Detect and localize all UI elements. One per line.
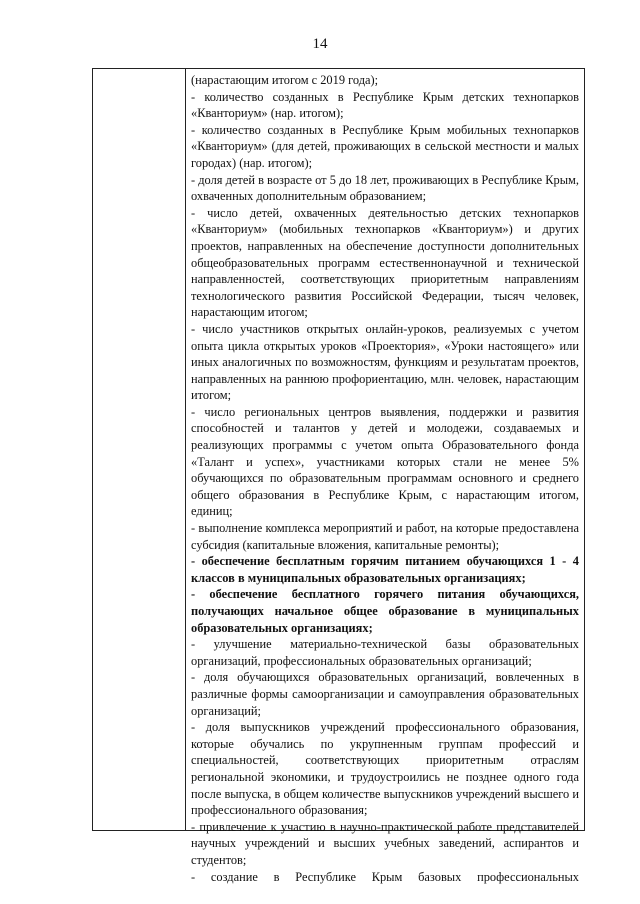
list-item: - доля выпускников учреждений профессионального образования, которые обучались по укрупненным группам профессий и специальностей, соответствующих приоритетным отраслям региональной экономики, и трудоустроились не позднее одного года после выпуска, в общем количестве выпускников учреждений высшего и профессионального образования;	[191, 720, 579, 818]
list-item: - число детей, охваченных деятельностью детских технопарков «Кванториум» (мобильных технопарков «Кванториум») и других проектов, направленных на обеспечение доступности дополнительных общеобразовательных программ естественнонаучной и технической направленностей, соответствующих приоритетным направлениям технологического развития Российской Федерации, тысяч человек, нарастающим итогом;	[191, 205, 579, 320]
list-item-bold: - обеспечение бесплатным горячим питанием обучающихся 1 - 4 классов в муниципальных образовательных организациях;	[191, 554, 579, 585]
list-item: - количество созданных в Республике Крым мобильных технопарков «Кванториум» (для детей, проживающих в сельской местности и малых городах) (нар. итогом);	[191, 122, 579, 170]
list-item: - количество созданных в Республике Крым детских технопарков «Кванториум» (нар. итогом);	[191, 89, 579, 121]
page-number: 14	[312, 36, 328, 52]
list-item: (нарастающим итогом с 2019 года);	[191, 73, 379, 87]
list-item: - улучшение материально-технической базы образовательных организаций, профессиональных образовательных организаций;	[191, 637, 579, 668]
list-item-bold: - обеспечение бесплатного горячего питания обучающихся, получающих начальное общее образование в муниципальных образовательных организациях;	[191, 587, 579, 635]
table-right-cell	[186, 69, 584, 884]
table-left-cell	[93, 69, 186, 830]
list-item: - доля обучающихся образовательных организаций, вовлеченных в различные формы самоорганизации и самоуправления образовательных организаций;	[191, 670, 579, 718]
list-item: - создание в Республике Крым базовых профессиональных	[191, 869, 579, 884]
list-item: - доля детей в возрасте от 5 до 18 лет, проживающих в Республике Крым, охваченных дополнительным образованием;	[191, 172, 579, 204]
list-item: - выполнение комплекса мероприятий и работ, на которые предоставлена субсидия (капитальные вложения, капитальные ремонты);	[191, 521, 579, 552]
list-item: - число региональных центров выявления, поддержки и развития способностей и талантов у детей и молодежи, создаваемых и реализующих программы с учетом опыта Образовательного фонда «Талант и успех», участниками которых стали не менее 5% обучающихся по образовательным программам основного и среднего общего образования в Республике Крым, с нарастающим итогом, единиц;	[191, 404, 579, 519]
list-item: - привлечение к участию в научно-практической работе представителей научных учреждений и высших учебных заведений, аспирантов и студентов;	[191, 819, 579, 867]
list-item: - число участников открытых онлайн-уроков, реализуемых с учетом опыта цикла открытых уроков «Проектория», «Уроки настоящего» или иных аналогичных по возможностям, функциям и результатам проектов, направленных на раннюю профориентацию, млн. человек, нарастающим итогом;	[191, 321, 579, 403]
indicators-table	[92, 68, 585, 884]
